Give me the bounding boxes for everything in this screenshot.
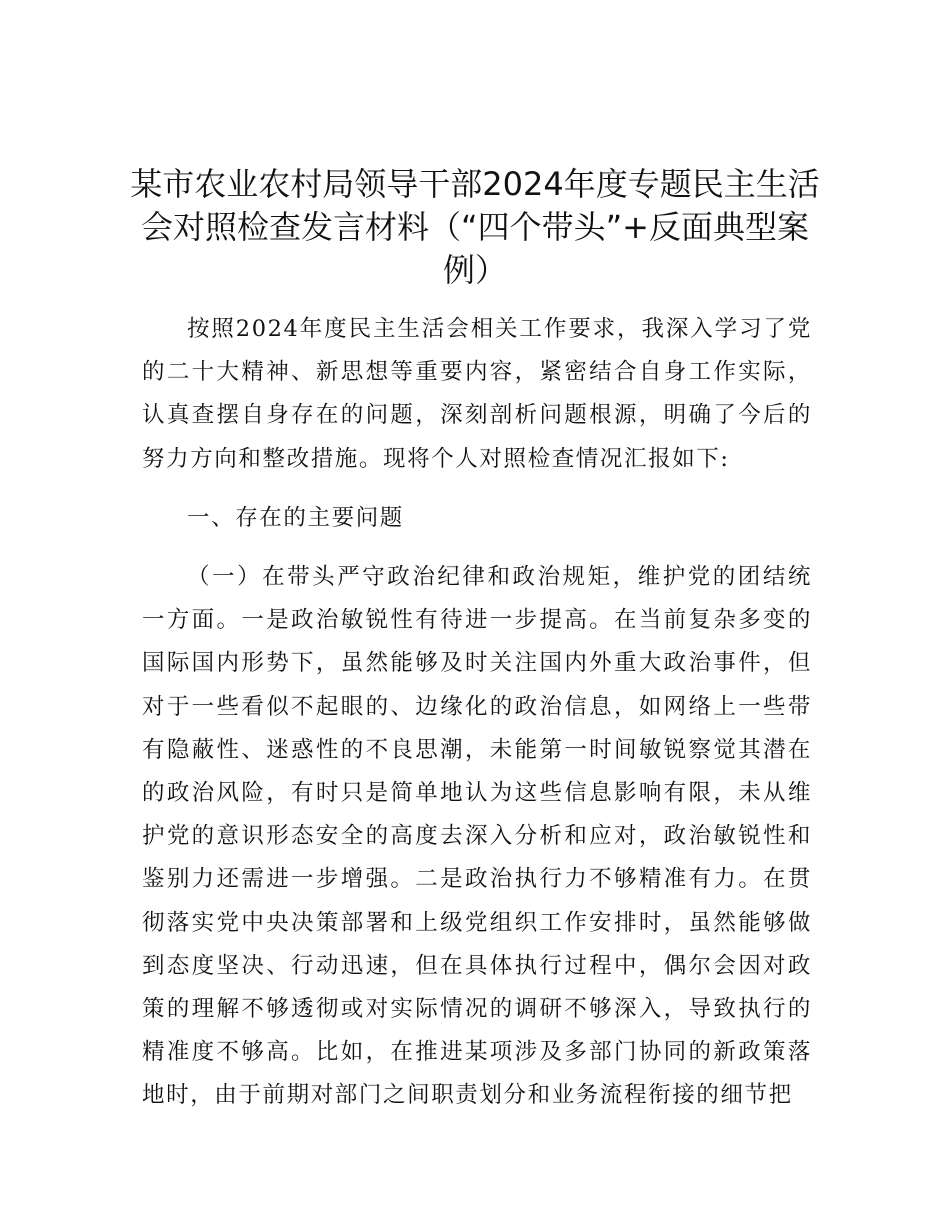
problem-paragraph: （一）在带头严守政治纪律和政治规矩，维护党的团结统一方面。一是政治敏锐性有待进一步提高。在当前复杂多变的国际国内形势下，虽然能够及时关注国内外重大政治事件，但对于一些看似不起眼的、边缘化的政治信息，如网络上一些带有隐蔽性、迷惑性的不良思潮，未能第一时间敏锐察觉其潜在的政治风险，有时只是简单地认为这些信息影响有限，未从维护党的意识形态安全的高度去深入分析和应对，政治敏锐性和鉴别力还需进一步增强。二是政治执行力不够精准有力。在贯彻落实党中央决策部署和上级党组织工作安排时，虽然能够做到态度坚决、行动迅速，但在具体执行过程中，偶尔会因对政策的理解不够透彻或对实际情况的调研不够深入，导致执行的精准度不够高。比如，在推进某项涉及多部门协同的新政策落地时，由于前期对部门之间职责划分和业务流程衔接的细节把 <box>142 564 812 1109</box>
document-body <box>142 308 812 1118</box>
section-heading: 一、存在的主要问题 <box>187 504 404 531</box>
intro-paragraph: 按照2024年度民主生活会相关工作要求，我深入学习了党的二十大精神、新思想等重要内容，紧密结合自身工作实际，认真查摆自身存在的问题，深刻剖析问题根源，明确了今后的努力方向和整改措施。现将个人对照检查情况汇报如下: <box>142 316 812 472</box>
document-title: 某市农业农村局领导干部2024年度专题民主生活会对照检查发言材料（“四个带头”+反面典型案例） <box>130 165 820 289</box>
